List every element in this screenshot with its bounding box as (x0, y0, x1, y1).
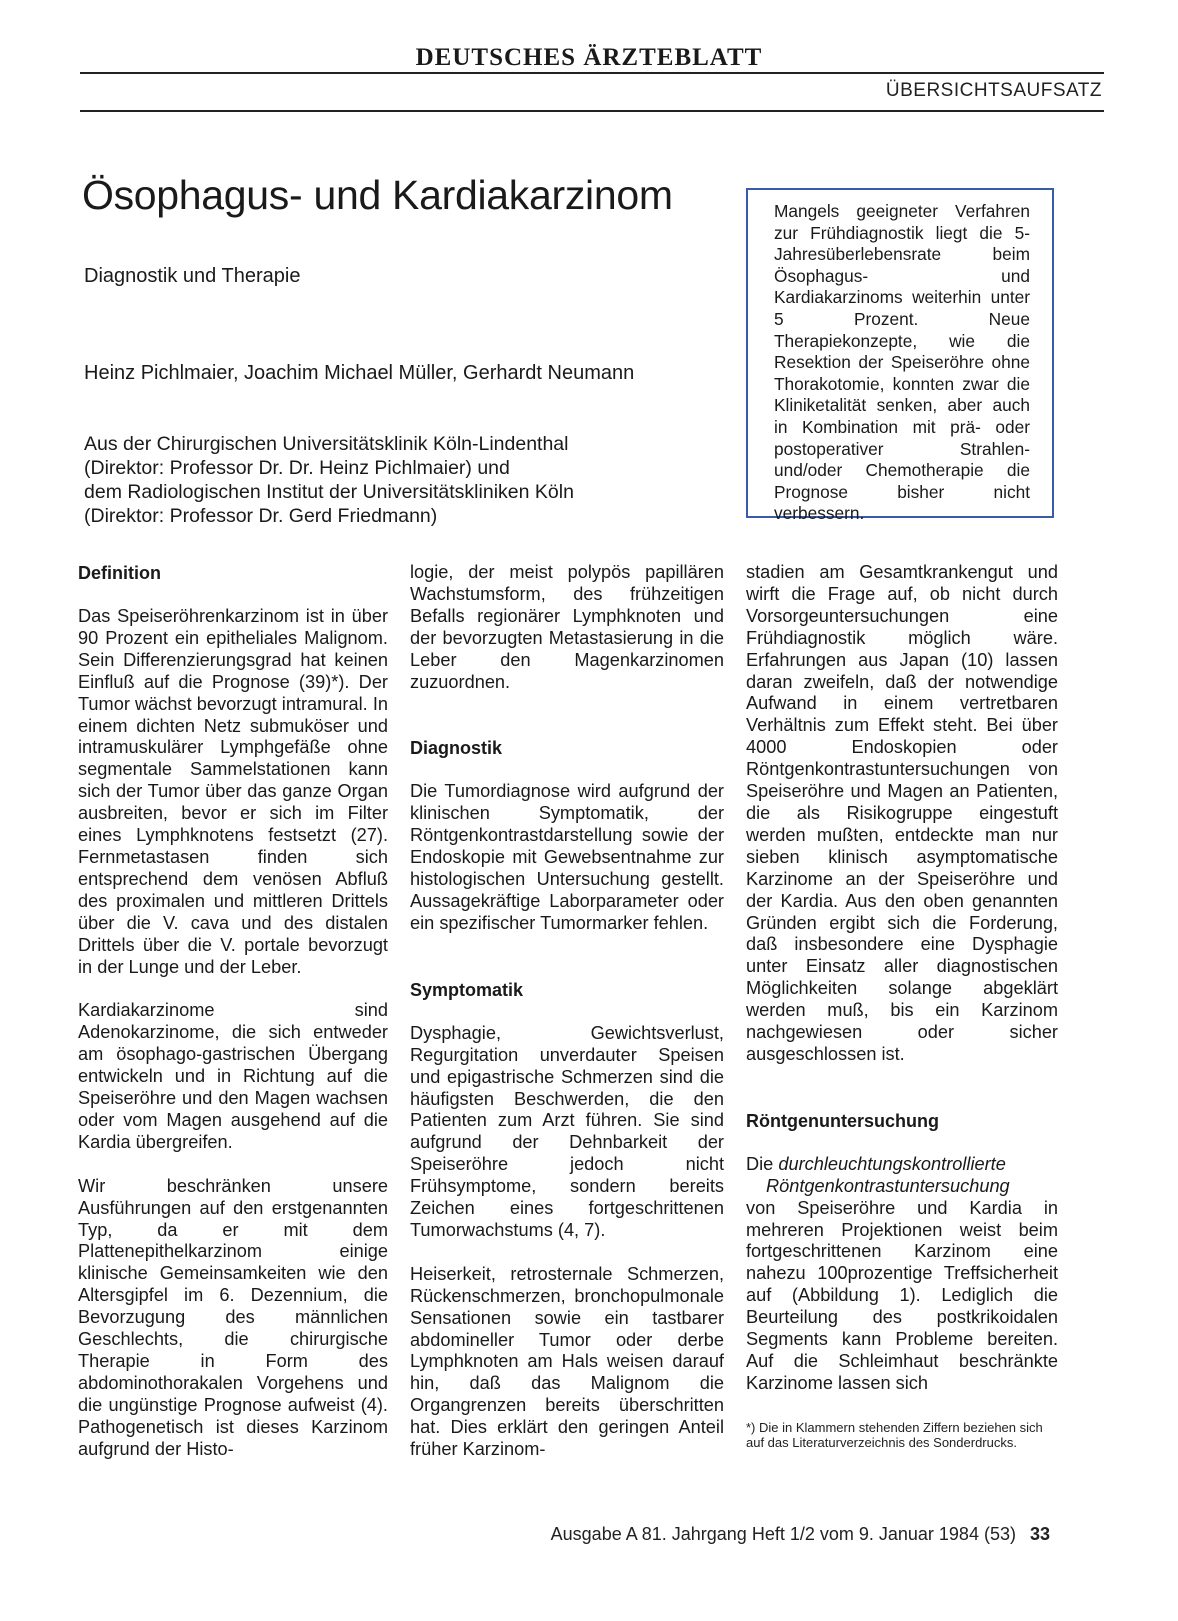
roentgen-text: von Speiseröhre und Kardia in mehreren Projektionen weist beim fortgeschrittenen Karzinom eine nahezu 100prozentige Treffsicherheit auf (Abbildung 1). Lediglich die Beurteilung des postkrikoidalen Segments kann Probleme bereiten. Auf die Schleimhaut beschränkte Karzinome lassen sich (746, 1197, 1058, 1393)
masthead: DEUTSCHES ÄRZTEBLATT (415, 44, 763, 71)
roentgen-heading: Röntgenuntersuchung (746, 1110, 939, 1131)
article-authors: Heinz Pichlmaier, Joachim Michael Müller, Gerhardt Neumann (84, 362, 635, 384)
article-subtitle: Diagnostik und Therapie (84, 265, 301, 287)
footnote: *) Die in Klammern stehenden Ziffern beziehen sich auf das Literaturverzeichnis des Sonderdrucks. (746, 1420, 1043, 1450)
affiliation-line: (Direktor: Professor Dr. Dr. Heinz Pichlmaier) und (84, 457, 510, 479)
roentgen-lead: Die (746, 1153, 774, 1174)
section-label: ÜBERSICHTSAUFSATZ (885, 80, 1102, 101)
header-rule-bottom (80, 110, 1104, 112)
column-2 (410, 562, 724, 1483)
roentgen-italic-term: Röntgenkontrastuntersuchung (766, 1175, 1010, 1196)
article-title: Ösophagus- und Kardiakarzinom (82, 172, 673, 218)
roentgen-paragraph (746, 1154, 1058, 1395)
symptomatik-paragraph: Heiserkeit, retrosternale Schmerzen, Rückenschmerzen, bronchopulmonale Sensationen sowie ein tastbarer abdomineller Tumor oder derbe Lymphknoten am Hals weisen darauf hin, daß das Malignom die Organgrenzen bereits überschritten hat. Dies erklärt den geringen Anteil früher Karzinom- (410, 1263, 724, 1460)
definition-heading: Definition (78, 563, 161, 583)
page-footer (0, 1524, 1050, 1545)
symptomatik-paragraph: Dysphagie, Gewichtsverlust, Regurgitation unverdauter Speisen und epigastrische Schmerzen sind die häufigsten Beschwerden, die den Patienten zum Arzt führen. Sie sind aufgrund der Dehnbarkeit der Speiseröhre jedoch nicht Frühsymptome, sondern bereits Zeichen eines fortgeschrittenen Tumorwachstums (4, 7). (410, 1022, 724, 1240)
symptomatik-paragraph-continued: stadien am Gesamtkrankengut und wirft die Frage auf, ob nicht durch Vorsorgeuntersuchungen eine Frühdiagnostik möglich wäre. Erfahrungen aus Japan (10) lassen daran zweifeln, daß der notwendige Aufwand in einem vertretbaren Verhältnis zum Effekt steht. Bei über 4000 Endoskopien oder Röntgenkontrastuntersuchungen von Speiseröhre und Magen an Patienten, die als Risikogruppe eingestuft werden mußten, entdeckte man nur sieben klinisch asymptomatische Karzinome an der Speiseröhre und der Kardia. Aus den oben genannten Gründen ergibt sich die Forderung, daß insbesondere eine Dysphagie unter Einsatz aller diagnostischen Möglichkeiten solange abgeklärt werden muß, bis ein Karzinom nachgewiesen oder sicher ausgeschlossen ist. (746, 562, 1058, 1064)
diagnostik-paragraph: Die Tumordiagnose wird aufgrund der klinischen Symptomatik, der Röntgenkontrastdarstellung sowie der Endoskopie mit Gewebsentnahme zur histologischen Untersuchung gestellt. Aussagekräftige Laborparameter oder ein spezifischer Tumormarker fehlen. (410, 781, 724, 933)
column-3 (746, 562, 1058, 1417)
symptomatik-heading: Symptomatik (410, 979, 524, 1000)
column-1 (78, 562, 388, 1483)
definition-paragraph-continued: logie, der meist polypös papillären Wachstumsform, des frühzeitigen Befalls regionärer Lymphknoten und der bevorzugten Metastasierung in die Leber den Magenkarzinomen zuzuordnen. (410, 562, 724, 692)
header-rule-top (80, 72, 1104, 74)
abstract-box: Mangels geeigneter Verfahren zur Frühdiagnostik liegt die 5-Jahresüberlebensrate beim Ösophagus- und Kardiakarzinoms weiterhin unter 5 Prozent. Neue Therapiekonzepte, wie die Resektion der Speiseröhre ohne Thorakotomie, konnten zwar die Kliniketalität senken, aber auch in Kombination mit prä- oder postoperativer Strahlen- und/oder Chemotherapie die Prognose bisher nicht verbessern. (746, 188, 1054, 518)
roentgen-italic-term: durchleuchtungskontrollierte (778, 1153, 1006, 1174)
diagnostik-heading: Diagnostik (410, 738, 503, 759)
definition-paragraph: Wir beschränken unsere Ausführungen auf den erstgenannten Typ, da er mit dem Plattenepithelkarzinom einige klinische Gemeinsamkeiten wie den Altersgipfel im 6. Dezennium, die Bevorzugung des männlichen Geschlechts, die chirurgische Therapie in Form des abdominothorakalen Vorgehens und die ungünstige Prognose aufweist (4). Pathogenetisch ist dieses Karzinom aufgrund der Histo- (78, 1175, 388, 1459)
affiliation-line: Aus der Chirurgischen Universitätsklinik Köln-Lindenthal (84, 433, 569, 455)
affiliation-line: dem Radiologischen Institut der Universitätskliniken Köln (84, 481, 574, 503)
footer-citation: Ausgabe A 81. Jahrgang Heft 1/2 vom 9. Januar 1984 (53) (550, 1524, 1016, 1544)
page-number: 33 (1029, 1524, 1050, 1544)
affiliation-line: (Direktor: Professor Dr. Gerd Friedmann) (84, 505, 438, 527)
definition-paragraph: Kardiakarzinome sind Adenokarzinome, die sich entweder am ösophago-gastrischen Übergang entwickeln und in Richtung auf die Speiseröhre und den Magen wachsen oder vom Magen ausgehend auf die Kardia übergreifen. (78, 1000, 388, 1152)
article-affiliation (84, 432, 574, 528)
definition-paragraph: Das Speiseröhrenkarzinom ist in über 90 Prozent ein epitheliales Malignom. Sein Differenzierungsgrad hat keinen Einfluß auf die Prognose (39)*). Der Tumor wächst bevorzugt intramural. In einem dichten Netz submuköser und intramuskulärer Lymphgefäße ohne segmentale Sammelstationen kann sich der Tumor über das ganze Organ ausbreiten, bevor er sich im Filter eines Lymphknotens festsetzt (27). Fernmetastasen finden sich entsprechend dem venösen Abfluß des proximalen und mittleren Drittels über die V. cava und des distalen Drittels über die V. portale bevorzugt in der Lunge und der Leber. (78, 606, 388, 977)
